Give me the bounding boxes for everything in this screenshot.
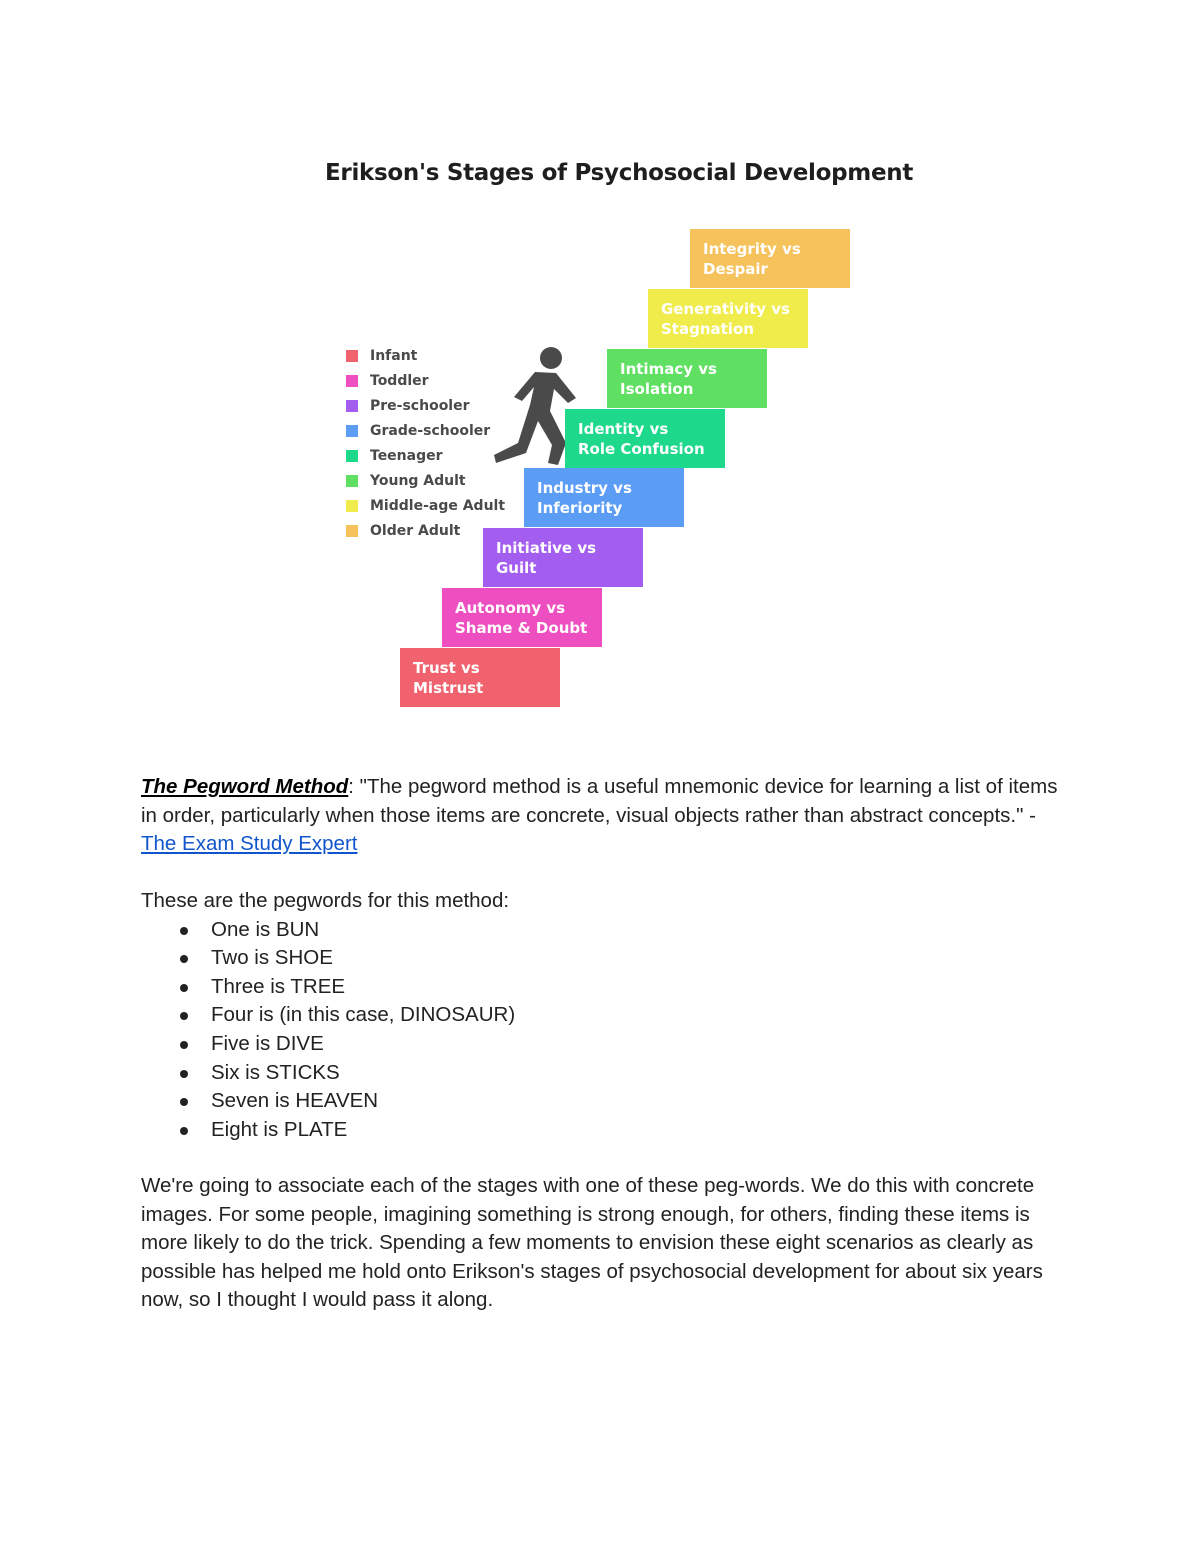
stage-step: Integrity vs Despair bbox=[690, 229, 850, 288]
pegwords-heading: These are the pegwords for this method: bbox=[141, 889, 510, 912]
list-item: Three is TREE bbox=[141, 973, 1071, 1002]
pegwords-list bbox=[141, 916, 1071, 1145]
erikson-stages-figure bbox=[320, 150, 914, 730]
list-item: Five is DIVE bbox=[141, 1030, 1071, 1059]
intro-quote: : "The pegword method is a useful mnemonic device for learning a list of items in order, particularly when those items are concrete, visual objects rather than abstract concepts." - bbox=[141, 775, 1058, 827]
pegword-method-label: The Pegword Method bbox=[141, 775, 349, 798]
pegwords-section bbox=[141, 887, 1071, 1144]
legend-swatch bbox=[346, 350, 358, 362]
legend-swatch bbox=[346, 525, 358, 537]
list-item: Eight is PLATE bbox=[141, 1116, 1071, 1145]
legend-item-infant: Infant bbox=[346, 343, 505, 368]
list-item: Four is (in this case, DINOSAUR) bbox=[141, 1001, 1071, 1030]
legend-swatch bbox=[346, 500, 358, 512]
figure-title: Erikson's Stages of Psychosocial Development bbox=[325, 160, 914, 186]
legend-item-older-adult: Older Adult bbox=[346, 518, 505, 543]
stage-step: Autonomy vs Shame & Doubt bbox=[442, 588, 602, 647]
exam-study-expert-link[interactable]: The Exam Study Expert bbox=[141, 832, 358, 856]
legend-item-pre-schooler: Pre-schooler bbox=[346, 393, 505, 418]
closing-paragraph: We're going to associate each of the stages with one of these peg-words. We do this with concrete images. For some people, imagining something is strong enough, for others, finding these items is more likely to do the trick. Spending a few moments to envision these eight scenarios as clearly as possible has helped me hold onto Erikson's stages of psychosocial development for about six years now, so I thought I would pass it along. bbox=[141, 1174, 1043, 1312]
legend-swatch bbox=[346, 375, 358, 387]
stage-step: Initiative vs Guilt bbox=[483, 528, 643, 587]
list-item: Six is STICKS bbox=[141, 1059, 1071, 1088]
stage-step: Trust vs Mistrust bbox=[400, 648, 560, 707]
legend-item-grade-schooler: Grade-schooler bbox=[346, 418, 505, 443]
legend-item-toddler: Toddler bbox=[346, 368, 505, 393]
intro-paragraph bbox=[141, 773, 1071, 859]
legend-item-young-adult: Young Adult bbox=[346, 468, 505, 493]
stage-step: Industry vs Inferiority bbox=[524, 468, 684, 527]
list-item: Seven is HEAVEN bbox=[141, 1087, 1071, 1116]
figure-legend bbox=[346, 343, 505, 543]
legend-item-middle-age-adult: Middle-age Adult bbox=[346, 493, 505, 518]
list-item: Two is SHOE bbox=[141, 944, 1071, 973]
legend-item-teenager: Teenager bbox=[346, 443, 505, 468]
stage-step: Generativity vs Stagnation bbox=[648, 289, 808, 348]
stage-step: Identity vs Role Confusion bbox=[565, 409, 725, 468]
legend-swatch bbox=[346, 400, 358, 412]
legend-swatch bbox=[346, 475, 358, 487]
legend-swatch bbox=[346, 425, 358, 437]
stage-step: Intimacy vs Isolation bbox=[607, 349, 767, 408]
legend-swatch bbox=[346, 450, 358, 462]
list-item: One is BUN bbox=[141, 916, 1071, 945]
